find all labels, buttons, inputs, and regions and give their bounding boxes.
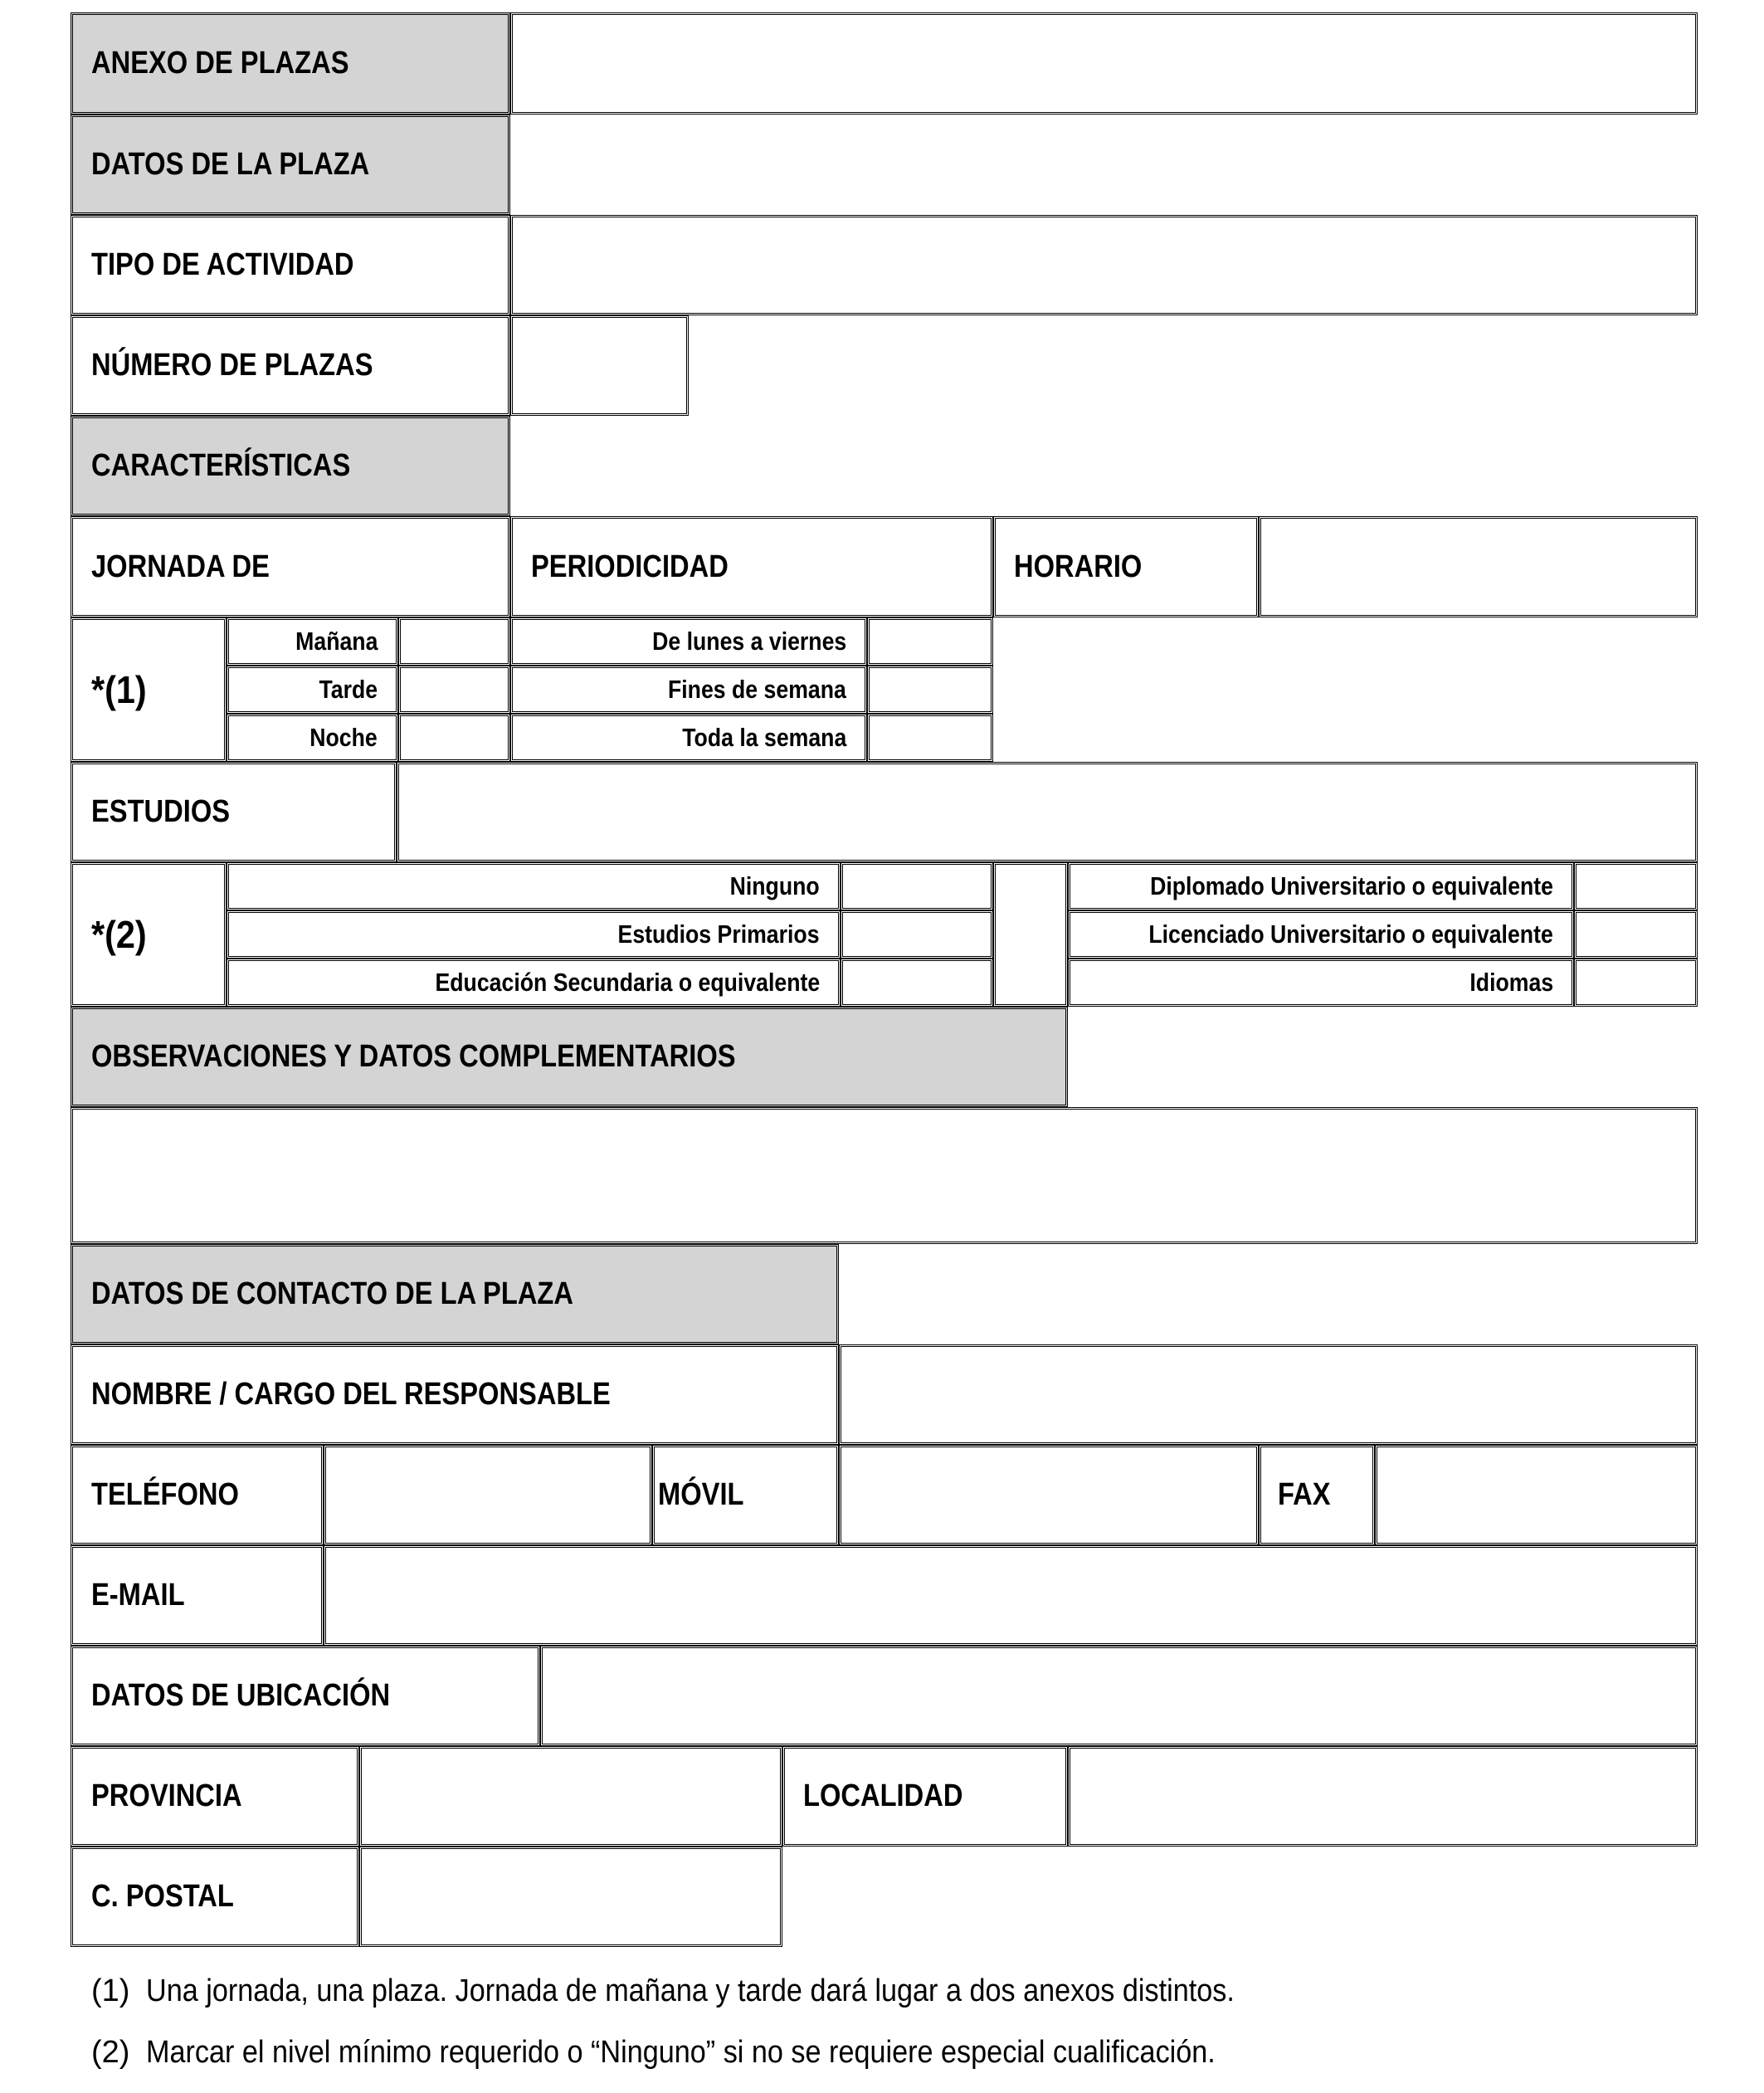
estudios-option-diplomado (1068, 862, 1574, 910)
anexo-de-plazas-text: ANEXO DE PLAZAS (91, 46, 349, 80)
periodicidad-option-toda-semana (510, 714, 867, 762)
movil-text: MÓVIL (658, 1477, 744, 1512)
tipo-de-actividad-text: TIPO DE ACTIVIDAD (91, 247, 354, 282)
periodicidad-text: PERIODICIDAD (531, 549, 729, 584)
estudios-option-ninguno-text: Ninguno (729, 871, 820, 900)
localidad-text: LOCALIDAD (803, 1778, 963, 1813)
localidad-field[interactable] (1068, 1746, 1698, 1847)
footnote-2-text: Marcar el nivel mínimo requerido o “Ninguno” si no se requiere especial cualificación. (146, 2035, 1216, 2070)
jornada-de-text: JORNADA DE (91, 549, 270, 584)
horario-field[interactable] (1259, 516, 1698, 617)
codigo-postal-label (71, 1847, 359, 1947)
fax-text: FAX (1278, 1477, 1331, 1512)
datos-contacto-header (71, 1244, 839, 1344)
numero-de-plazas-field[interactable] (510, 315, 689, 416)
nombre-cargo-label (71, 1344, 839, 1445)
jornada-de-label (71, 516, 510, 617)
footnote-1-text: Una jornada, una plaza. Jornada de mañana y tarde dará lugar a dos anexos distintos. (146, 1973, 1235, 2008)
jornada-option-manana-text: Mañana (295, 627, 378, 656)
datos-de-la-plaza-header (71, 115, 510, 215)
jornada-option-tarde-text: Tarde (319, 675, 378, 704)
estudios-licenciado-checkbox[interactable] (1574, 910, 1698, 959)
estudios-label (71, 762, 397, 862)
footnote-2 (91, 2035, 1334, 2071)
datos-ubicacion-text: DATOS DE UBICACIÓN (91, 1678, 391, 1713)
periodicidad-lunes-viernes-checkbox[interactable] (867, 617, 993, 666)
jornada-option-noche (227, 714, 398, 762)
observaciones-text: OBSERVACIONES Y DATOS COMPLEMENTARIOS (91, 1039, 736, 1074)
jornada-option-tarde (227, 666, 398, 714)
codigo-postal-text: C. POSTAL (91, 1879, 234, 1914)
estudios-option-primarios-text: Estudios Primarios (618, 920, 820, 949)
periodicidad-option-lunes-viernes (510, 617, 867, 666)
estudios-option-primarios (227, 910, 841, 959)
anexo-de-plazas-label (71, 12, 510, 115)
estudios-option-licenciado (1068, 910, 1574, 959)
localidad-label (782, 1746, 1068, 1847)
anexo-de-plazas-field[interactable] (510, 12, 1698, 115)
estudios-option-idiomas-text: Idiomas (1469, 968, 1553, 997)
jornada-manana-checkbox[interactable] (398, 617, 510, 666)
estudios-option-secundaria (227, 959, 841, 1007)
caracteristicas-header (71, 416, 510, 516)
periodicidad-option-fines-semana (510, 666, 867, 714)
horario-label (993, 516, 1259, 617)
note-1-mark-text: *(1) (91, 668, 147, 711)
nombre-cargo-text: NOMBRE / CARGO DEL RESPONSABLE (91, 1377, 611, 1412)
footnote-1 (91, 1973, 1356, 2009)
telefono-field[interactable] (324, 1445, 652, 1545)
codigo-postal-field[interactable] (359, 1847, 782, 1947)
estudios-option-diplomado-text: Diplomado Universitario o equivalente (1150, 871, 1553, 900)
estudios-option-licenciado-text: Licenciado Universitario o equivalente (1148, 920, 1553, 949)
numero-de-plazas-label (71, 315, 510, 416)
datos-contacto-text: DATOS DE CONTACTO DE LA PLAZA (91, 1276, 573, 1311)
telefono-label (71, 1445, 324, 1545)
datos-de-la-plaza-text: DATOS DE LA PLAZA (91, 147, 370, 182)
periodicidad-label (510, 516, 993, 617)
datos-ubicacion-label (71, 1646, 540, 1746)
observaciones-header (71, 1007, 1068, 1107)
periodicidad-option-fines-semana-text: Fines de semana (668, 675, 846, 704)
provincia-label (71, 1746, 359, 1847)
movil-label (652, 1445, 839, 1545)
observaciones-field[interactable] (71, 1107, 1698, 1244)
estudios-option-idiomas (1068, 959, 1574, 1007)
periodicidad-option-toda-semana-text: Toda la semana (681, 723, 846, 752)
note-1-mark (71, 617, 227, 762)
telefono-text: TELÉFONO (91, 1477, 239, 1512)
estudios-primarios-checkbox[interactable] (841, 910, 993, 959)
nombre-cargo-field[interactable] (839, 1344, 1698, 1445)
fax-field[interactable] (1375, 1445, 1698, 1545)
jornada-tarde-checkbox[interactable] (398, 666, 510, 714)
email-field[interactable] (324, 1545, 1698, 1646)
fax-label (1259, 1445, 1375, 1545)
estudios-secundaria-checkbox[interactable] (841, 959, 993, 1007)
periodicidad-option-lunes-viernes-text: De lunes a viernes (651, 627, 846, 656)
footnote-1-number: (1) (91, 1973, 130, 2008)
estudios-option-secundaria-text: Educación Secundaria o equivalente (435, 968, 820, 997)
estudios-idiomas-checkbox[interactable] (1574, 959, 1698, 1007)
estudios-diplomado-checkbox[interactable] (1574, 862, 1698, 910)
estudios-ninguno-checkbox[interactable] (841, 862, 993, 910)
footnote-2-number: (2) (91, 2035, 130, 2070)
estudios-spacer (993, 862, 1068, 1007)
jornada-noche-checkbox[interactable] (398, 714, 510, 762)
horario-text: HORARIO (1014, 549, 1143, 584)
datos-ubicacion-field[interactable] (540, 1646, 1698, 1746)
numero-de-plazas-text: NÚMERO DE PLAZAS (91, 348, 373, 383)
provincia-field[interactable] (359, 1746, 782, 1847)
caracteristicas-text: CARACTERÍSTICAS (91, 448, 351, 483)
jornada-option-manana (227, 617, 398, 666)
provincia-text: PROVINCIA (91, 1778, 242, 1813)
movil-field[interactable] (839, 1445, 1259, 1545)
note-2-mark-text: *(2) (91, 913, 147, 956)
tipo-de-actividad-field[interactable] (510, 215, 1698, 315)
email-text: E-MAIL (91, 1578, 185, 1612)
periodicidad-fines-semana-checkbox[interactable] (867, 666, 993, 714)
tipo-de-actividad-label (71, 215, 510, 315)
note-2-mark (71, 862, 227, 1007)
jornada-option-noche-text: Noche (309, 723, 378, 752)
periodicidad-toda-semana-checkbox[interactable] (867, 714, 993, 762)
estudios-field[interactable] (397, 762, 1698, 862)
email-label (71, 1545, 324, 1646)
estudios-option-ninguno (227, 862, 841, 910)
estudios-text: ESTUDIOS (91, 794, 231, 829)
